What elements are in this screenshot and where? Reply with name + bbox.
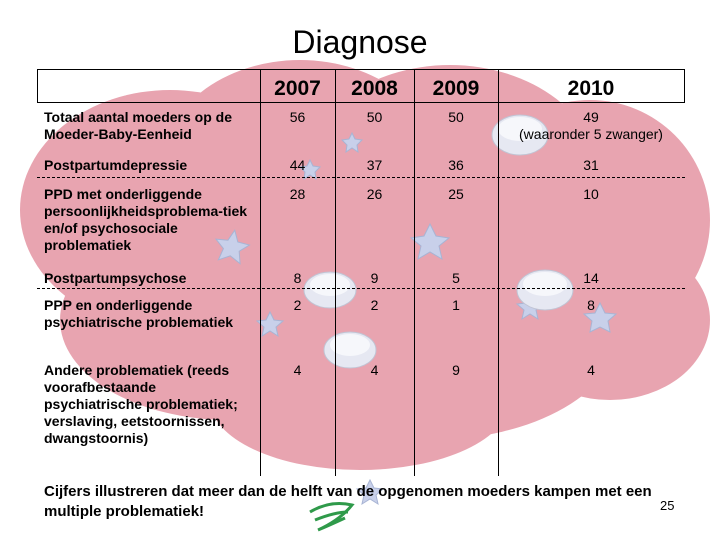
header-bottom-border <box>37 102 685 103</box>
cell-2009: 5 <box>452 270 460 286</box>
cell-2010-value: 49 <box>583 109 599 125</box>
row-label-andere: Andere problematiek (reeds voorafbestaande psychiatrische problematiek; verslaving, eetstoornissen, dwangstoornis) <box>44 362 238 446</box>
header-year-2007: 2007 <box>274 77 321 100</box>
cell-2007: 44 <box>289 157 306 173</box>
cell-2008: 50 <box>366 109 383 125</box>
cell-2010: 4 <box>587 362 595 378</box>
row-divider <box>37 288 685 289</box>
header-year-2009: 2009 <box>432 77 480 100</box>
cell-2009: 25 <box>448 186 464 202</box>
cell-2010 <box>498 109 684 143</box>
cell-2009: 9 <box>452 362 460 378</box>
cell-2010: 8 <box>587 297 595 313</box>
cell-2007: 4 <box>293 362 302 378</box>
cell-2008: 9 <box>370 270 379 286</box>
cell-2010: 14 <box>583 270 599 286</box>
cell-2007: 28 <box>289 186 306 202</box>
cell-2009: 36 <box>448 157 464 173</box>
cell-2010: 10 <box>583 186 599 202</box>
page-number: 25 <box>660 498 675 513</box>
row-label-totaal: Totaal aantal moeders op de Moeder-Baby-Eenheid <box>44 109 233 142</box>
table-left-border <box>37 69 38 102</box>
row-label-ppp: PPP en onderliggende psychiatrische problematiek <box>44 297 234 330</box>
cell-2008: 4 <box>370 362 379 378</box>
cell-2010-note: (waaronder 5 zwanger) <box>519 126 663 142</box>
cell-2010: 31 <box>583 157 599 173</box>
header-year-2008: 2008 <box>351 77 398 100</box>
cell-2008: 26 <box>366 186 383 202</box>
cell-2007: 56 <box>289 109 306 125</box>
cell-2008: 37 <box>366 157 383 173</box>
table-right-border <box>684 69 685 102</box>
table-top-border <box>37 69 685 70</box>
header-year-2010: 2010 <box>567 77 615 100</box>
cell-2009: 50 <box>448 109 464 125</box>
page-title: Diagnose <box>292 24 428 60</box>
cell-2007: 2 <box>293 297 302 313</box>
cell-2009: 1 <box>452 297 460 313</box>
row-label-ppd: PPD met onderliggende persoonlijkheidsproblema-tiek en/of psychosociale problematiek <box>44 186 248 253</box>
footer-conclusion: Cijfers illustreren dat meer dan de helft van de opgenomen moeders kampen met een multiple problematiek! <box>44 483 652 520</box>
row-label-postpartumpsychose: Postpartumpsychose <box>44 270 187 286</box>
cell-2007: 8 <box>293 270 302 286</box>
row-label-postpartumdepressie: Postpartumdepressie <box>44 157 188 173</box>
cell-2008: 2 <box>370 297 379 313</box>
row-divider <box>37 177 685 178</box>
